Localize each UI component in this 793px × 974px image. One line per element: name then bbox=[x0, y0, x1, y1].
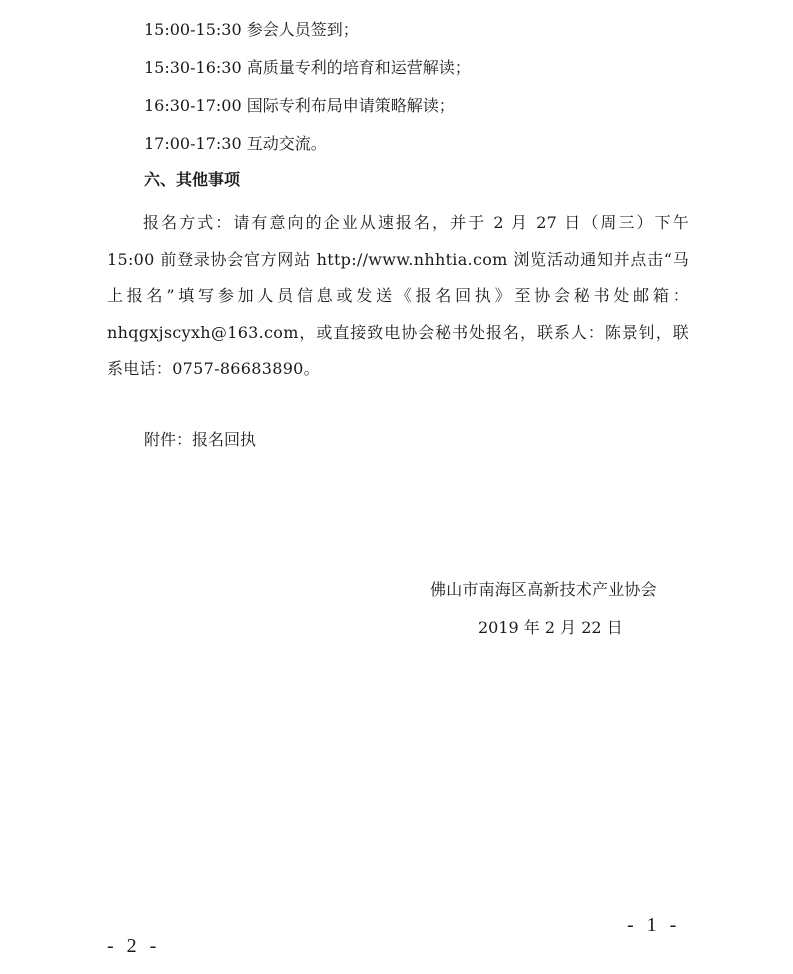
signature-date: 2019 年 2 月 22 日 bbox=[478, 618, 623, 637]
attachment-note: 附件：报名回执 bbox=[144, 430, 257, 449]
page-number-left: - 2 - bbox=[107, 935, 161, 957]
section-heading-other-matters: 六、其他事项 bbox=[144, 170, 241, 189]
registration-paragraph: 报名方式：请有意向的企业从速报名，并于 2 月 27 日（周三）下午 15:00 前登录协会官方网站 http://www.nhhtia.com 浏览活动通知并点击“马上报名”填写参加人员信息或发送《报名回执》至协会秘书处邮箱：nhqgxjscyxh@163.com，或直接致电协会秘书处报名，联系人：陈景钊，联系电话：0757-86683890。 bbox=[107, 213, 689, 378]
schedule-item-signin: 15:00-15:30 参会人员签到； bbox=[144, 20, 359, 39]
page-number-right: - 1 - bbox=[627, 914, 681, 936]
schedule-item-interaction: 17:00-17:30 互动交流。 bbox=[144, 134, 327, 153]
signature-organization: 佛山市南海区高新技术产业协会 bbox=[430, 580, 657, 599]
schedule-item-patent-cultivation: 15:30-16:30 高质量专利的培育和运营解读； bbox=[144, 58, 471, 77]
schedule-item-international-patent: 16:30-17:00 国际专利布局申请策略解读； bbox=[144, 96, 455, 115]
